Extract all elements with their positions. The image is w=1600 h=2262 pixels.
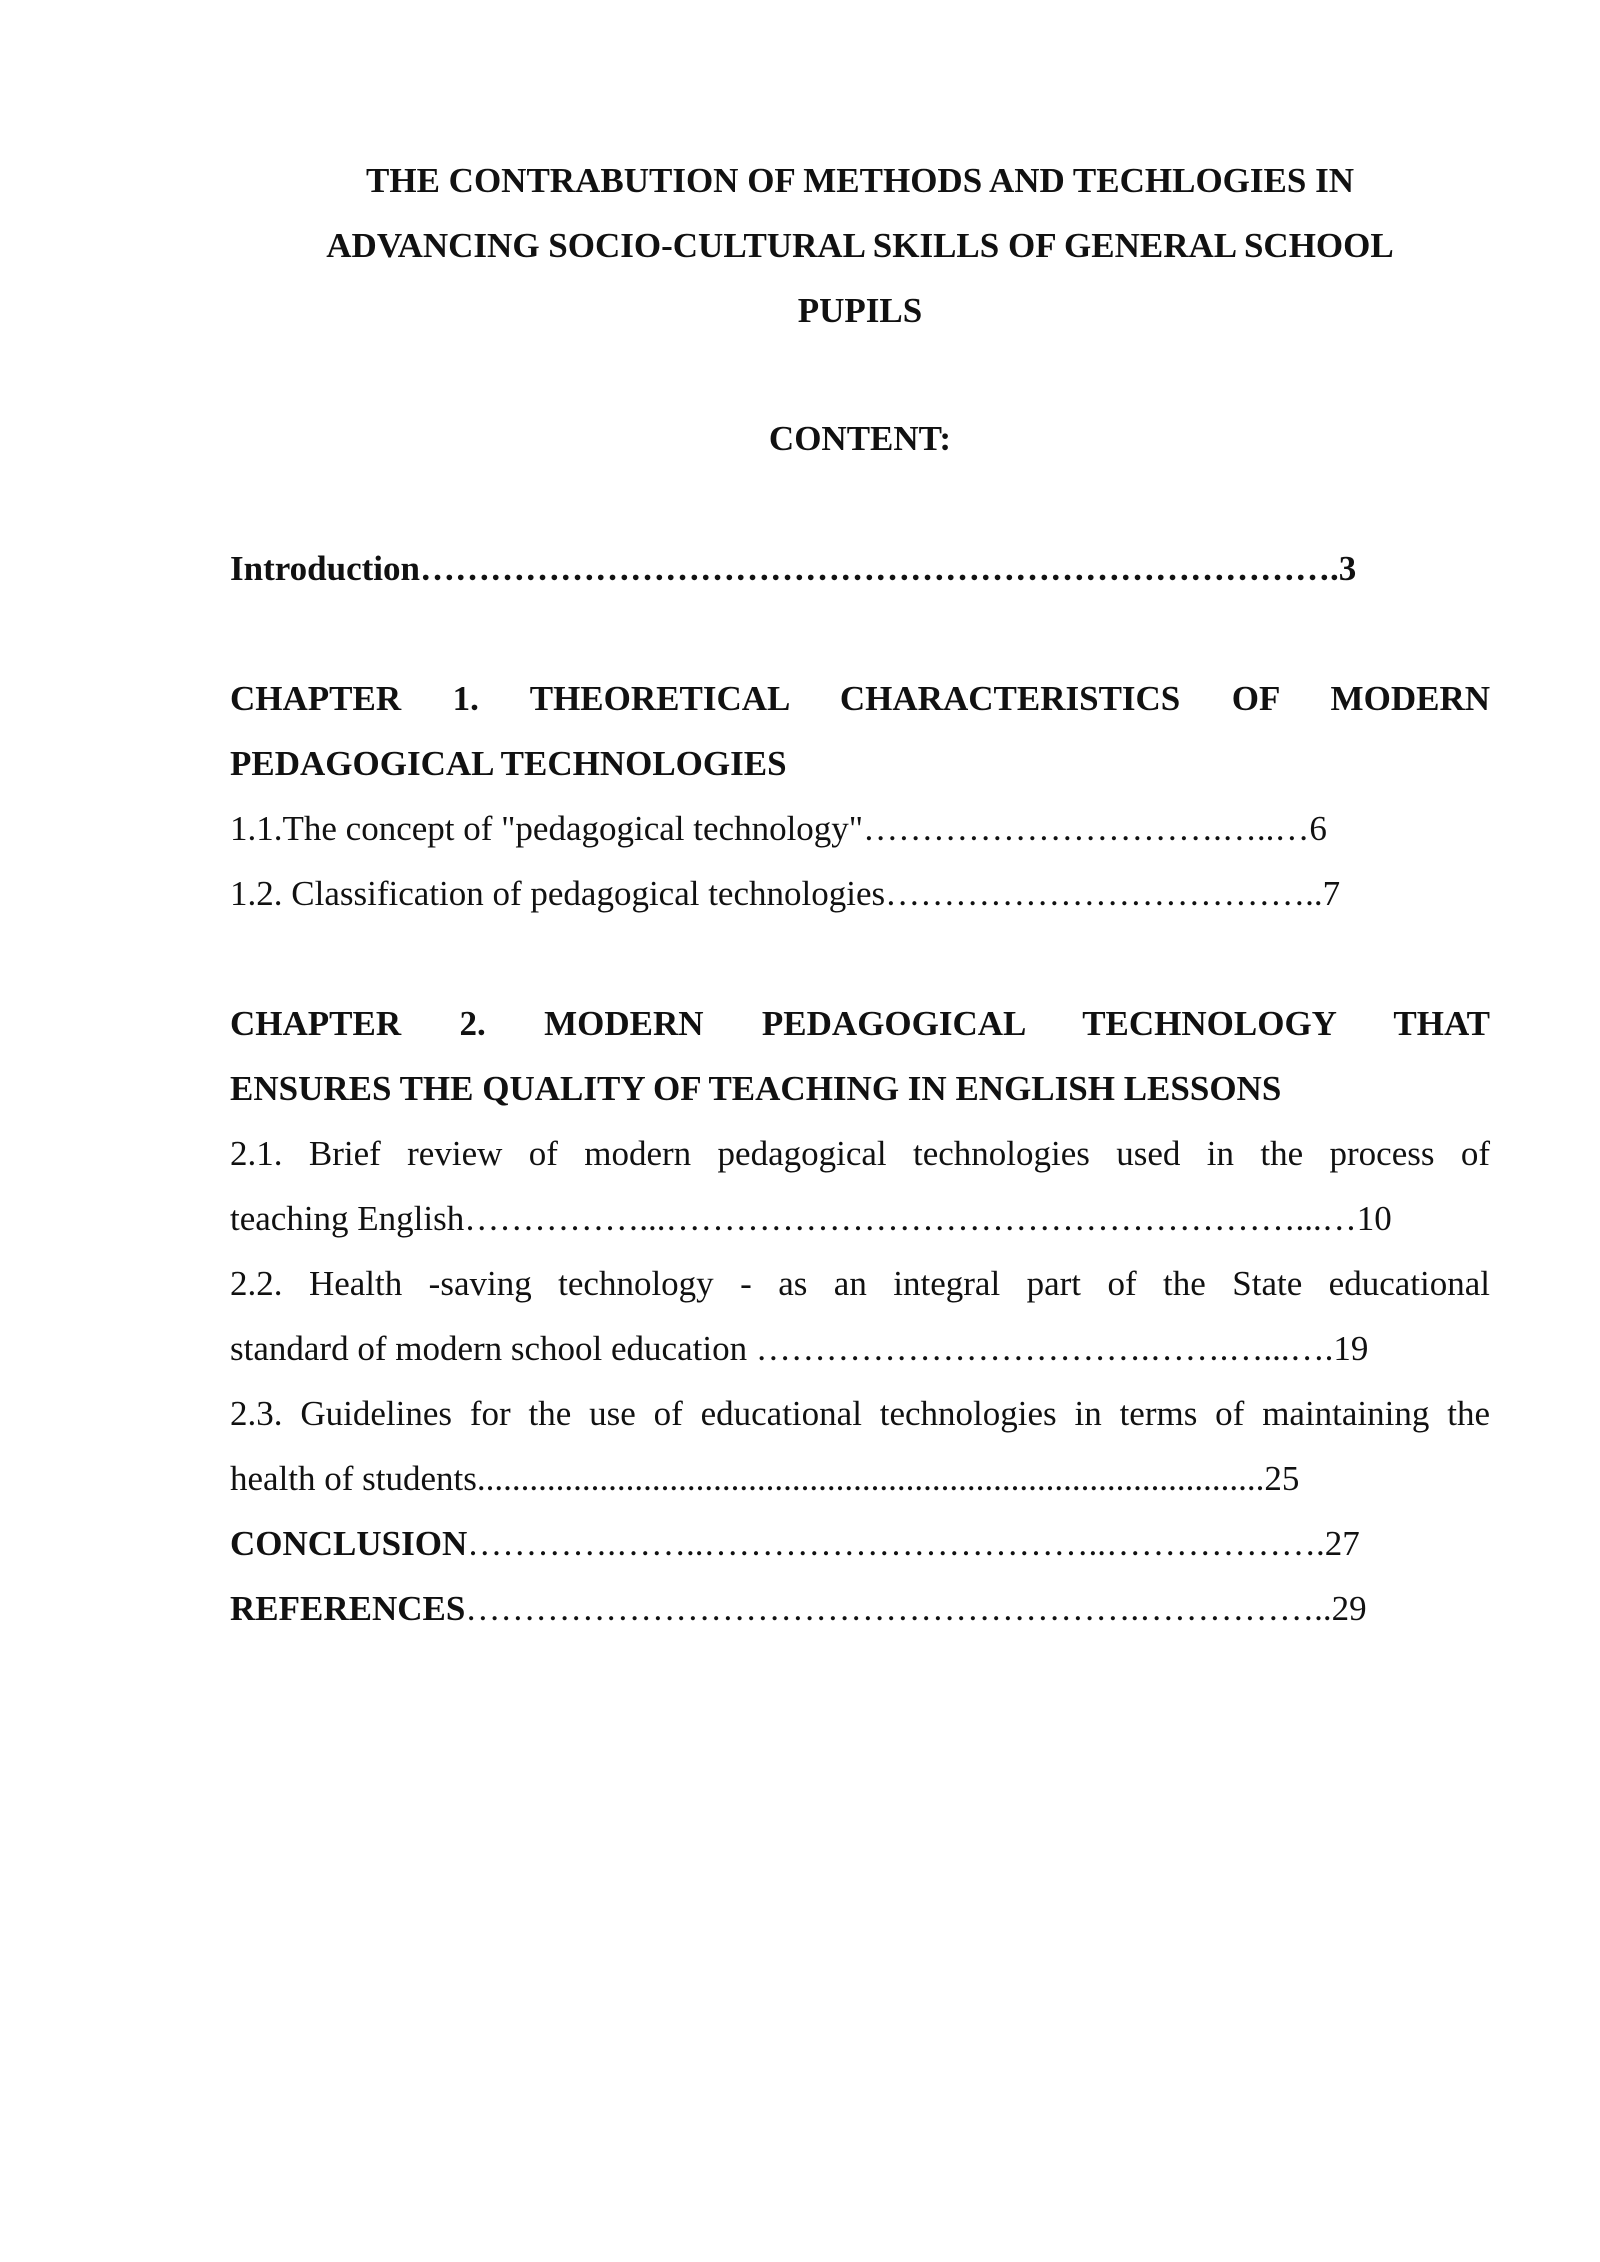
toc-references-label: REFERENCES [230, 1589, 466, 1628]
document-title [230, 148, 1490, 343]
toc-item-2-2-line-1: 2.2. Health -saving technology - as an integral part of the State educational [230, 1264, 1490, 1303]
toc-item-1-1: 1.1.The concept of "pedagogical technology"………………………….…..…6 [230, 809, 1327, 848]
toc-references [230, 1576, 1490, 1641]
toc-conclusion-label: CONCLUSION [230, 1524, 468, 1563]
toc-chapter-2-heading-line-1: CHAPTER 2. MODERN PEDAGOGICAL TECHNOLOGY THAT [230, 1004, 1490, 1043]
toc-chapter-1-heading-line-2: PEDAGOGICAL TECHNOLOGIES [230, 744, 787, 783]
toc-item-2-2-line-2: standard of modern school education …………………………….…….…...….19 [230, 1329, 1369, 1368]
table-of-contents [230, 536, 1490, 1641]
toc-spacer [230, 601, 1490, 666]
toc-introduction: Introduction…………………………………………………………………….3 [230, 549, 1357, 588]
toc-item-1-2: 1.2. Classification of pedagogical technologies………………………………..7 [230, 874, 1341, 913]
toc-item-2-3-line-2: health of students..........................................................................................25 [230, 1459, 1300, 1498]
title-line-1: THE CONTRABUTION OF METHODS AND TECHLOGIES IN [366, 161, 1354, 200]
toc-conclusion [230, 1511, 1490, 1576]
toc-chapter-1-heading-line-1: CHAPTER 1. THEORETICAL CHARACTERISTICS OF MODERN [230, 679, 1490, 718]
content-heading: CONTENT: [768, 419, 952, 458]
title-line-2: ADVANCING SOCIO-CULTURAL SKILLS OF GENERAL SCHOOL [326, 226, 1394, 265]
toc-conclusion-leader: ………….……..……………………………..……………….27 [467, 1524, 1360, 1563]
title-line-3: PUPILS [797, 291, 923, 330]
toc-chapter-2-heading-line-2: ENSURES THE QUALITY OF TEACHING IN ENGLISH LESSONS [230, 1069, 1282, 1108]
toc-references-leader: ………………………………………………….……………..29 [465, 1589, 1367, 1628]
toc-item-2-1-line-1: 2.1. Brief review of modern pedagogical technologies used in the process of [230, 1134, 1490, 1173]
toc-spacer [230, 926, 1490, 991]
toc-item-2-1-line-2: teaching English……………...………………………………………………...…10 [230, 1199, 1392, 1238]
toc-item-2-3-line-1: 2.3. Guidelines for the use of educational technologies in terms of maintaining the [230, 1394, 1490, 1433]
